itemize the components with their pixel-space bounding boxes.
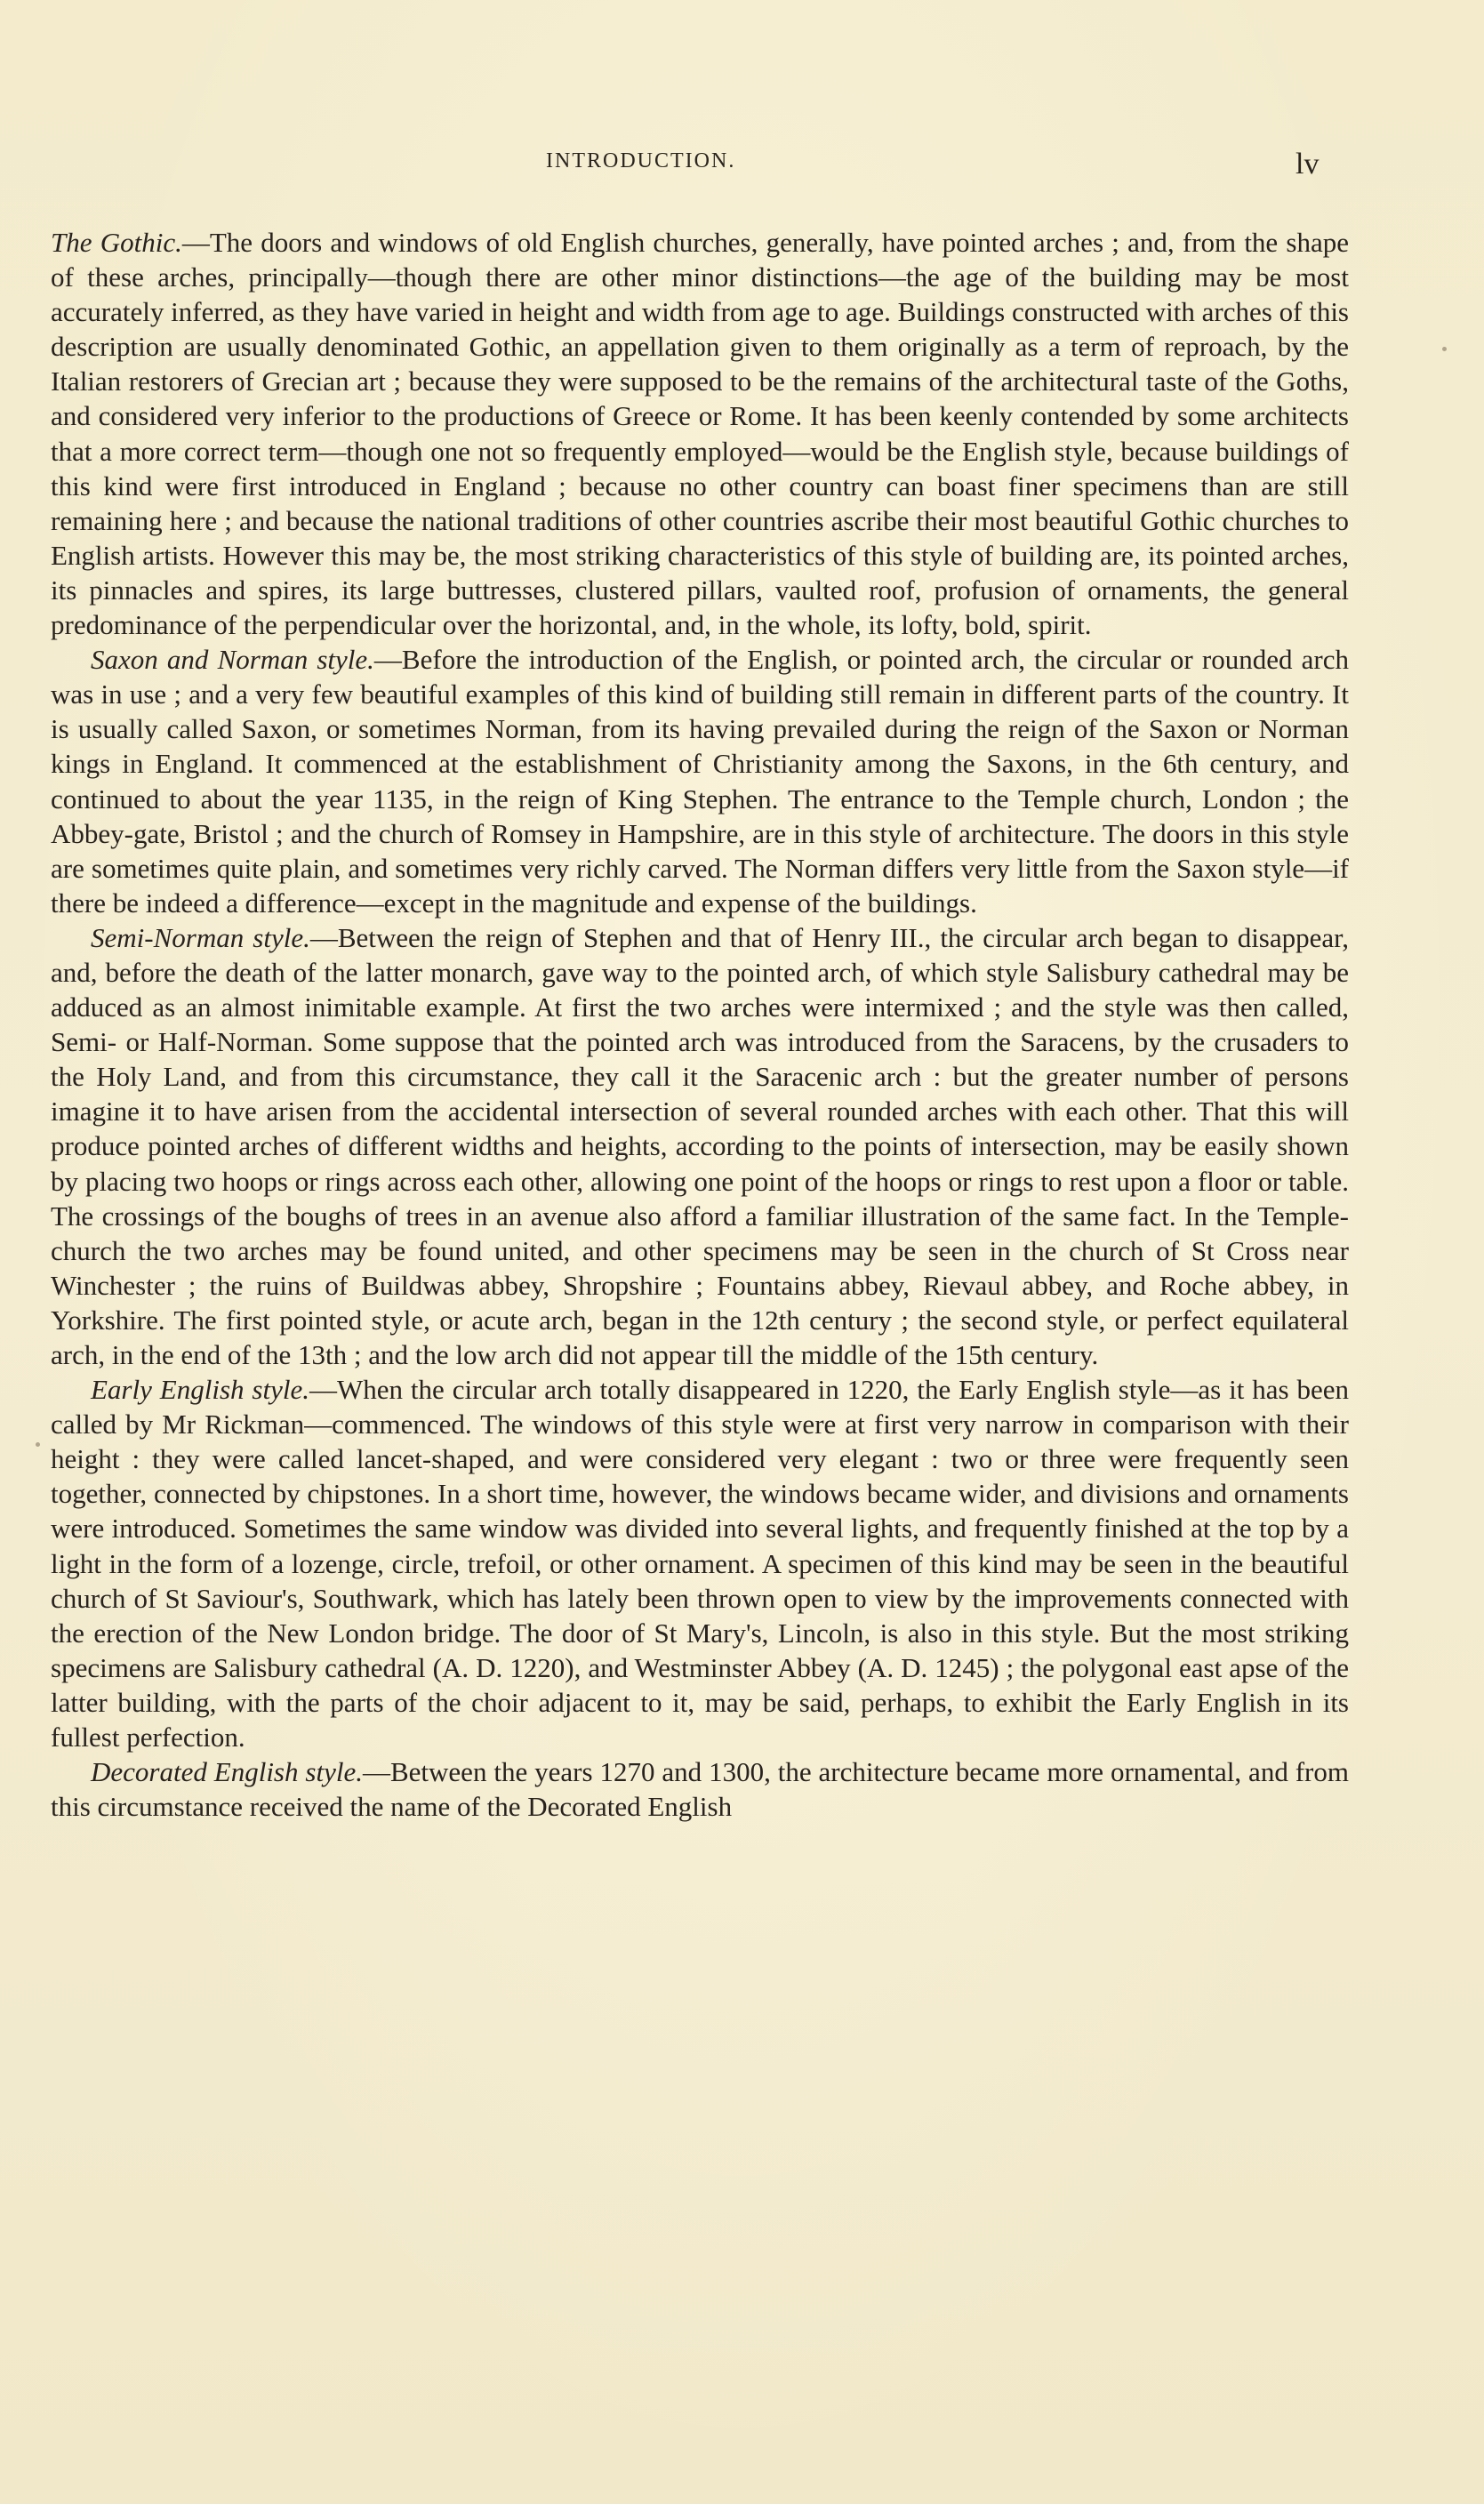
- paragraph-lead: Decorated English style.: [91, 1756, 363, 1788]
- paragraph-gothic: [51, 225, 1349, 642]
- paragraph-lead: The Gothic.: [51, 227, 182, 258]
- paper-speck: [1442, 347, 1447, 351]
- running-title: INTRODUCTION.: [546, 149, 736, 173]
- paragraph-lead: Semi-Norman style.: [91, 921, 310, 953]
- paragraph-text: —The doors and windows of old English churches, generally, have pointed arches ; and, from the shape of these arches, principally—though there are other minor distinctions—the age of the building may be most accurately inferred, as they have varied in height and width from age to age. Buildings constructed with arches of this description are usually denominated Gothic, an appellation given to them originally as a term of reproach, by the Italian restorers of Grecian art ; because they were supposed to be the remains of the architectural taste of the Goths, and considered very inferior to the productions of Greece or Rome. It has been keenly contended by some architects that a more correct term—though one not so frequently employed—would be the English style, because buildings of this kind were first introduced in England ; because no other country can boast finer specimens than are still remaining here ; and because the national traditions of other countries ascribe their most beautiful Gothic churches to English artists. However this may be, the most striking characteristics of this style of building are, its pointed arches, its pinnacles and spires, its large buttresses, clustered pillars, vaulted roof, profusion of ornaments, the general predominance of the perpendicular over the horizontal, and, in the whole, its lofty, bold, spirit.: [51, 227, 1350, 641]
- paragraph-text: —Between the reign of Stephen and that of Henry III., the circular arch began to disappear, and, before the death of the latter monarch, gave way to the pointed arch, of which style Salisbury cathedral may be adduced as an almost inimitable example. At first the two arches were intermixed ; and the style was then called, Semi- or Half-Norman. Some suppose that the pointed arch was introduced from the Saracens, by the crusaders to the Holy Land, and from this circumstance, they call it the Saracenic arch : but the greater number of persons imagine it to have arisen from the accidental intersection of several rounded arches with each other. That this will produce pointed arches of different widths and heights, according to the points of intersection, may be easily shown by placing two hoops or rings across each other, allowing one point of the hoops or rings to rest upon a floor or table. The crossings of the boughs of trees in an avenue also afford a familiar illustration of the same fact. In the Temple-church the two arches may be found united, and other specimens may be seen in the church of St Cross near Winchester ; the ruins of Buildwas abbey, Shropshire ; Fountains abbey, Rievaul abbey, and Roche abbey, in Yorkshire. The first pointed style, or acute arch, began in the 12th century ; the second style, or perfect equilateral arch, in the end of the 13th ; and the low arch did not appear till the middle of the 15th century.: [51, 921, 1349, 1370]
- running-head: [0, 149, 1484, 189]
- text-body: [51, 225, 1349, 1824]
- paragraph-text: —Between the years 1270 and 1300, the architecture became more ornamental, and from this circumstance received the name of the Decorated English: [51, 1756, 1349, 1823]
- page-number: lv: [1295, 148, 1320, 181]
- paragraph-lead: Early English style.: [91, 1374, 309, 1406]
- paragraph-semi-norman: [51, 920, 1349, 1372]
- paper-speck: [36, 1442, 40, 1447]
- paragraph-early-english: [51, 1372, 1349, 1754]
- paragraph-lead: Saxon and Norman style.: [91, 644, 374, 676]
- paragraph-text: —When the circular arch totally disappeared in 1220, the Early English style—as it has been called by Mr Rickman—commenced. The windows of this style were at first very narrow in comparison with their height : they were called lancet-shaped, and were considered very elegant : two or three were frequently seen together, connected by chipstones. In a short time, however, the windows became wider, and divisions and ornaments were introduced. Sometimes the same window was divided into several lights, and frequently finished at the top by a light in the form of a lozenge, circle, trefoil, or other ornament. A specimen of this kind may be seen in the beautiful church of St Saviour's, Southwark, which has lately been thrown open to view by the improvements connected with the erection of the New London bridge. The door of St Mary's, Lincoln, is also in this style. But the most striking specimens are Salisbury cathedral (A. D. 1220), and Westminster Abbey (A. D. 1245) ; the polygonal east apse of the latter building, with the parts of the choir adjacent to it, may be said, perhaps, to exhibit the Early English in its fullest perfection.: [51, 1374, 1349, 1754]
- paragraph-decorated-english: [51, 1754, 1349, 1824]
- paragraph-saxon-norman: [51, 642, 1349, 920]
- paragraph-text: —Before the introduction of the English, or pointed arch, the circular or rounded arch was in use ; and a very few beautiful examples of this kind of building still remain in different parts of the country. It is usually called Saxon, or sometimes Norman, from its having prevailed during the reign of the Saxon or Norman kings in England. It commenced at the establishment of Christianity among the Saxons, in the 6th century, and continued to about the year 1135, in the reign of King Stephen. The entrance to the Temple church, London ; the Abbey-gate, Bristol ; and the church of Romsey in Hampshire, are in this style of architecture. The doors in this style are sometimes quite plain, and sometimes very richly carved. The Norman differs very little from the Saxon style—if there be indeed a difference—except in the magnitude and expense of the buildings.: [51, 644, 1349, 919]
